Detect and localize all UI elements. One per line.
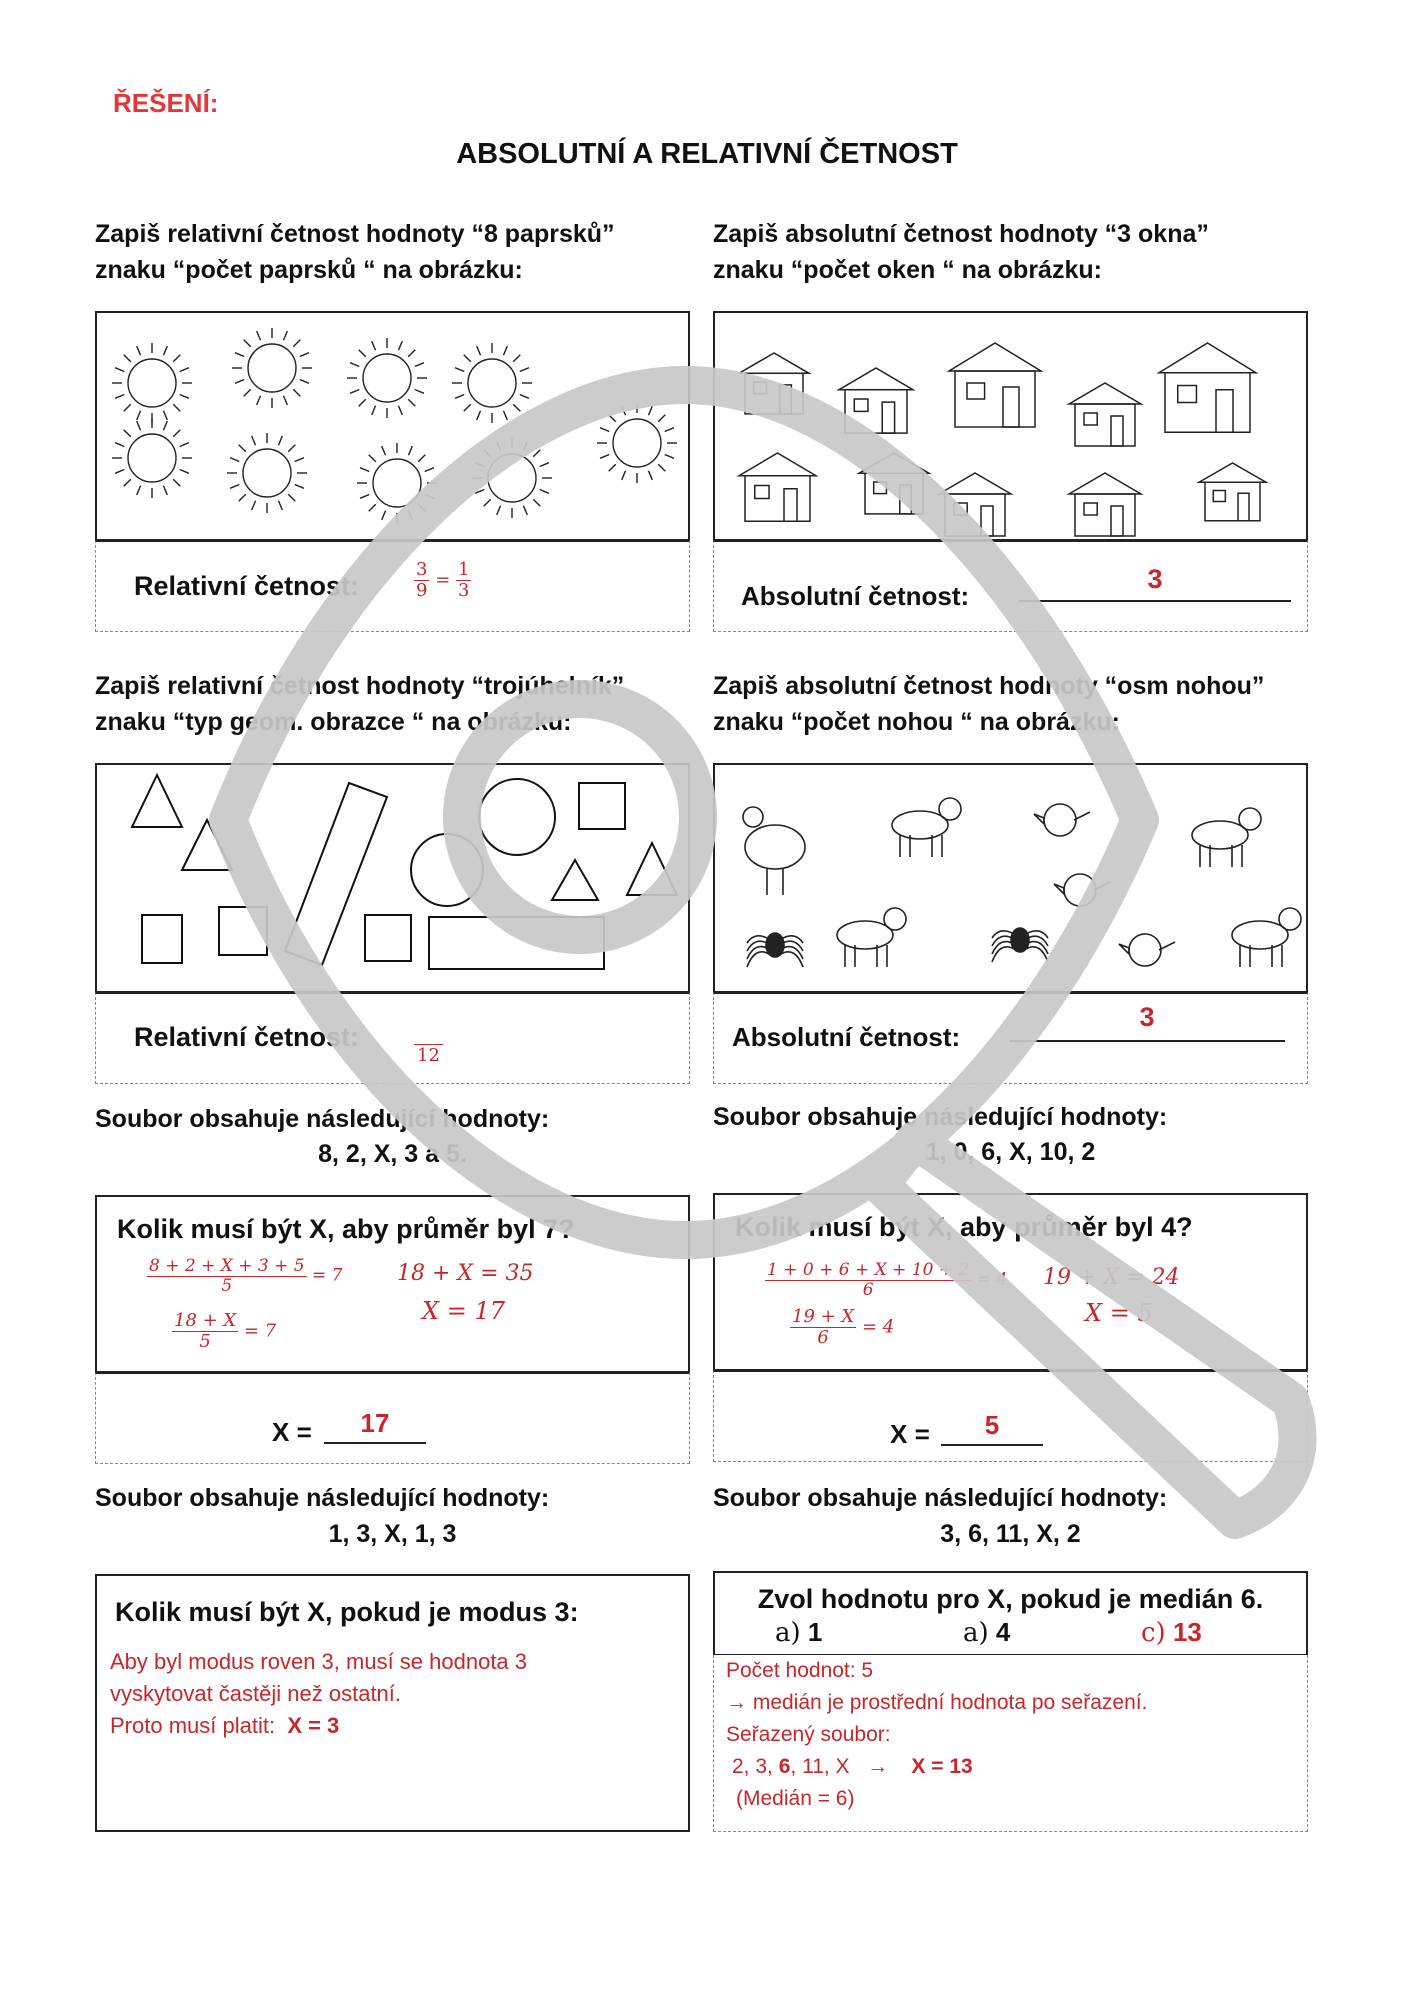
task6-intro: Soubor obsahuje následující hodnoty: xyxy=(713,1103,1168,1131)
square-shape xyxy=(579,783,625,829)
house-icon xyxy=(839,368,913,433)
animals-picture xyxy=(713,763,1308,993)
task1-answer-label: Relativní četnost: xyxy=(134,571,360,601)
house-icon xyxy=(939,473,1011,536)
task7-values: 1, 3, X, 1, 3 xyxy=(328,1520,457,1548)
sun-icon xyxy=(112,343,192,423)
task6-question: Kolik musí být X, aby průměr byl 4? xyxy=(735,1212,1193,1242)
dog-icon xyxy=(1232,908,1301,967)
task6-equation-4: X = 5 xyxy=(1085,1299,1153,1327)
task6-equation-3: 19 + X = 24 xyxy=(1043,1265,1180,1290)
task4-answer-box xyxy=(713,992,1308,1084)
page-title: ABSOLUTNÍ A RELATIVNÍ ČETNOST xyxy=(456,138,958,170)
spider-icon xyxy=(992,928,1048,962)
task2-prompt: Zapiš absolutní četnost hodnoty “3 okna” znaku “počet oken “ na obrázku: xyxy=(713,220,1209,284)
task6-equation-1: $\frac{1 + 0 + 6 + X + 10 + 2}{6}$ = 4 xyxy=(767,1260,1008,1300)
spider-icon xyxy=(747,933,803,967)
task8-question-box xyxy=(713,1571,1308,1656)
sun-icon xyxy=(452,343,532,423)
task5-x-answer: 17 xyxy=(324,1408,426,1444)
task5-intro: Soubor obsahuje následující hodnoty: xyxy=(95,1105,550,1133)
dog-icon xyxy=(837,908,906,967)
sun-icon xyxy=(112,418,192,498)
task6-answer-box xyxy=(713,1370,1308,1462)
rectangle-shape xyxy=(429,917,604,969)
task8-question: Zvol hodnotu pro X, pokud je medián 6. xyxy=(757,1584,1264,1614)
suns-picture xyxy=(95,311,690,541)
house-icon xyxy=(1159,343,1256,432)
task8-option-c: c) 13 xyxy=(1141,1617,1202,1648)
task1-answer: $\frac{3}{9}$ = $\frac{1}{3}$ xyxy=(416,559,470,601)
shapes-picture xyxy=(95,763,690,993)
triangle-shape xyxy=(182,820,232,870)
bird-icon xyxy=(1034,804,1090,836)
task3-prompt: Zapiš relativní četnost hodnoty “trojúhelník” znaku “typ geom. obrazce “ na obrázku: xyxy=(95,672,625,736)
task2-answer-box xyxy=(713,540,1308,632)
task6-equation-2: $\frac{19 + X}{6}$ = 4 xyxy=(792,1306,895,1348)
dog-icon xyxy=(1192,808,1261,867)
task7-explanation: Aby byl modus roven 3, musí se hodnota 3 vyskytovat častěji než ostatní. Proto musí platit: X = 3 xyxy=(110,1649,528,1738)
parallelogram-shape xyxy=(285,783,387,965)
task6-work-box xyxy=(713,1193,1308,1371)
triangle-shape xyxy=(627,843,677,895)
task7-box xyxy=(95,1574,690,1832)
task1-answer-box xyxy=(95,540,690,632)
task5-equation-3: 18 + X = 35 xyxy=(397,1261,534,1286)
task3-answer: 12 xyxy=(414,1044,443,1066)
hen-icon xyxy=(743,807,805,895)
animals-drawing xyxy=(715,765,1306,991)
task6-values: 1, 0, 6, X, 10, 2 xyxy=(925,1138,1096,1166)
task6-x-answer: 5 xyxy=(941,1410,1043,1446)
task4-prompt: Zapiš absolutní četnost hodnoty “osm nohou” znaku “počet nohou “ na obrázku: xyxy=(713,672,1265,736)
dog-icon xyxy=(892,798,961,857)
house-icon xyxy=(739,453,816,521)
houses-drawing xyxy=(715,313,1306,539)
task2-answer: 3 xyxy=(1019,564,1291,602)
bird-icon xyxy=(1054,874,1110,906)
task5-question: Kolik musí být X, aby průměr byl 7? xyxy=(117,1214,575,1244)
house-icon xyxy=(949,343,1041,427)
task5-answer-box xyxy=(95,1372,690,1464)
sun-icon xyxy=(232,328,312,408)
square-shape xyxy=(142,915,182,963)
sun-icon xyxy=(347,338,427,418)
house-icon xyxy=(1069,383,1141,446)
house-icon xyxy=(1199,463,1266,521)
task1-prompt: Zapiš relativní četnost hodnoty “8 paprsků” znaku “počet paprsků “ na obrázku: xyxy=(95,220,615,284)
bird-icon xyxy=(1119,934,1175,966)
task5-values: 8, 2, X, 3 a 5. xyxy=(318,1140,467,1168)
square-shape xyxy=(365,915,411,961)
task4-answer-label: Absolutní četnost: xyxy=(732,1022,961,1052)
house-icon xyxy=(859,453,929,514)
task8-values: 3, 6, 11, X, 2 xyxy=(940,1520,1081,1548)
task7-intro: Soubor obsahuje následující hodnoty: xyxy=(95,1484,550,1512)
circle-shape xyxy=(479,779,555,855)
task3-answer-label: Relativní četnost: xyxy=(134,1022,360,1052)
sun-icon xyxy=(227,433,307,513)
sun-icon xyxy=(472,438,552,518)
suns-drawing xyxy=(97,313,688,539)
square-shape xyxy=(219,907,267,955)
sun-icon xyxy=(597,403,677,483)
houses-picture xyxy=(713,311,1308,541)
task8-option-a2: a) 4 xyxy=(963,1617,1011,1648)
task6-x-label: X = xyxy=(890,1419,930,1449)
task3-answer-box xyxy=(95,992,690,1084)
task8-option-a1: a) 1 xyxy=(775,1617,823,1648)
task2-answer-label: Absolutní četnost: xyxy=(741,581,970,611)
sun-icon xyxy=(357,443,437,523)
house-icon xyxy=(739,353,809,414)
task8-work-box xyxy=(713,1655,1308,1832)
task5-equation-4: X = 17 xyxy=(422,1297,505,1325)
triangle-shape xyxy=(132,775,182,827)
task5-x-label: X = xyxy=(272,1417,312,1447)
task4-answer: 3 xyxy=(1009,1002,1285,1042)
task5-equation-1: $\frac{8 + 2 + X + 3 + 5}{5}$ = 7 xyxy=(149,1256,343,1296)
shapes-drawing xyxy=(97,765,688,991)
house-icon xyxy=(1069,473,1141,536)
task5-work-box xyxy=(95,1195,690,1373)
task8-intro: Soubor obsahuje následující hodnoty: xyxy=(713,1484,1168,1512)
solution-label: ŘEŠENÍ: xyxy=(113,88,219,118)
triangle-shape xyxy=(552,860,598,900)
task5-equation-2: $\frac{18 + X}{5}$ = 7 xyxy=(174,1310,277,1352)
circle-shape xyxy=(411,834,483,906)
task7-question: Kolik musí být X, pokud je modus 3: xyxy=(115,1597,579,1627)
task8-explanation: Počet hodnot: 5 → medián je prostřední hodnota po seřazení. Seřazený soubor: 2, 3, 6, 11, X → X = 13 (Medián = 6) xyxy=(726,1659,1148,1810)
